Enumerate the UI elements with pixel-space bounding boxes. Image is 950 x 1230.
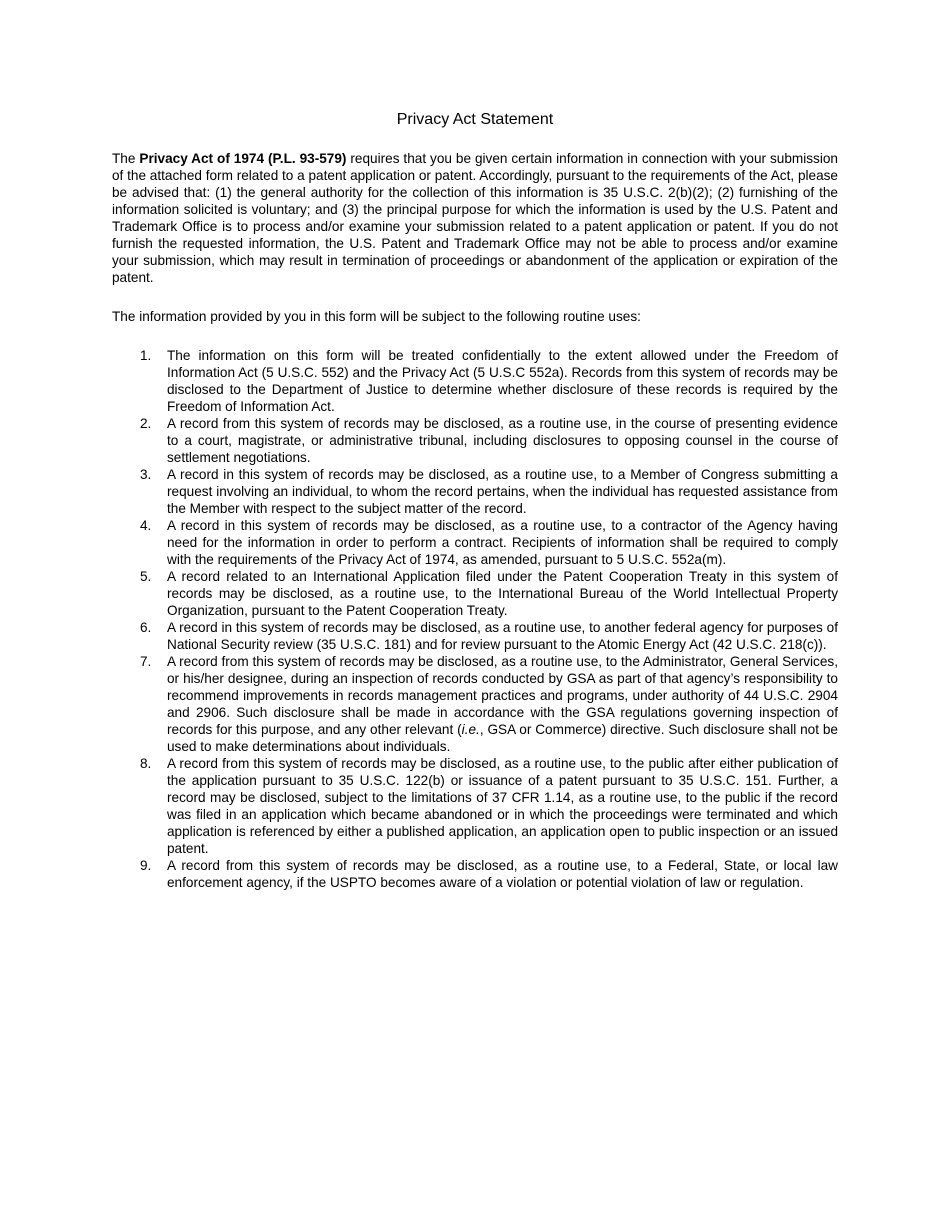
routine-use-9 [112, 857, 838, 891]
routine-use-7 [112, 653, 838, 755]
routine-use-text: A record from this system of records may be disclosed, as a routine use, in the course of presenting evidence to a court, magistrate, or administrative tribunal, including disclosures to opposing counsel in the course of settlement negotiations. [167, 416, 838, 465]
intro-paragraph [112, 150, 838, 286]
intro-prefix: The [112, 151, 140, 166]
document-title: Privacy Act Statement [396, 111, 554, 128]
routine-use-text: A record in this system of records may be disclosed, as a routine use, to another federal agency for purposes of National Security review (35 U.S.C. 181) and for review pursuant to the Atomic Energy Act (42 U.S.C. 218(c)). [167, 620, 838, 652]
routine-use-2 [112, 415, 838, 466]
routine-use-text: A record in this system of records may be disclosed, as a routine use, to a Member of Congress submitting a request involving an individual, to whom the record pertains, when the individual has requested assistance from the Member with respect to the subject matter of the record. [167, 467, 838, 516]
act-name: Privacy Act of 1974 (P.L. 93-579) [139, 151, 347, 166]
routine-use-number: 2. [140, 416, 152, 431]
routine-use-number: 9. [140, 858, 152, 873]
routine-use-number: 5. [140, 569, 152, 584]
routine-use-3 [112, 466, 838, 517]
routine-use-number: 4. [140, 518, 152, 533]
routine-use-text: A record related to an International Application filed under the Patent Cooperation Treaty in this system of records may be disclosed, as a routine use, to the International Bureau of the World Intellectual Property Organization, pursuant to the Patent Cooperation Treaty. [167, 569, 838, 618]
intro-body: requires that you be given certain information in connection with your submission of the attached form related to a patent application or patent. Accordingly, pursuant to the requirements of the Act, please be advised that: (1) the general authority for the collection of this information is 35 U.S.C. 2(b)(2); (2) furnishing of the information solicited is voluntary; and (3) the principal purpose for which the information is used by the U.S. Patent and Trademark Office is to process and/or examine your submission related to a patent application or patent. If you do not furnish the requested information, the U.S. Patent and Trademark Office may not be able to process and/or examine your submission, which may result in termination of proceedings or abandonment of the application or expiration of the patent. [112, 151, 838, 285]
routine-use-number: 6. [140, 620, 152, 635]
routine-use-text: A record from this system of records may be disclosed, as a routine use, to the public after either publication of the application pursuant to 35 U.S.C. 122(b) or issuance of a patent pursuant to 35 U.S.C. 151. Further, a record may be disclosed, subject to the limitations of 37 CFR 1.14, as a routine use, to the public if the record was filed in an application which became abandoned or in which the proceedings were terminated and which application is referenced by either a published application, an application open to public inspection or an issued patent. [167, 756, 838, 856]
routine-use-number: 7. [140, 654, 152, 669]
routine-use-4 [112, 517, 838, 568]
routine-use-6 [112, 619, 838, 653]
routine-use-text: A record from this system of records may be disclosed, as a routine use, to a Federal, State, or local law enforcement agency, if the USPTO becomes aware of a violation or potential violation of law or regulation. [167, 858, 838, 890]
routine-use-text-part: , GSA or Commerce) directive. Such disclosure shall not be used to make determinations about individuals. [167, 722, 838, 754]
routine-uses-intro: The information provided by you in this form will be subject to the following routine uses: [112, 309, 641, 324]
routine-use-1 [112, 347, 838, 415]
routine-use-text [167, 653, 838, 755]
routine-use-text-part: A record from this system of records may be disclosed, as a routine use, to the Administrator, General Services, or his/her designee, during an inspection of records conducted by GSA as part of that agency’s responsibility to recommend improvements in records management practices and programs, under authority of 44 U.S.C. 2904 and 2906. Such disclosure shall be made in accordance with the GSA regulations governing inspection of records for this purpose, and any other relevant ( [167, 654, 838, 737]
routine-use-italic: i.e. [461, 722, 480, 737]
routine-use-number: 3. [140, 467, 152, 482]
routine-use-5 [112, 568, 838, 619]
routine-use-number: 8. [140, 756, 152, 771]
routine-use-number: 1. [140, 348, 152, 363]
routine-use-text: The information on this form will be treated confidentially to the extent allowed under the Freedom of Information Act (5 U.S.C. 552) and the Privacy Act (5 U.S.C 552a). Records from this system of records may be disclosed to the Department of Justice to determine whether disclosure of these records is required by the Freedom of Information Act. [167, 348, 838, 414]
routine-use-text: A record in this system of records may be disclosed, as a routine use, to a contractor of the Agency having need for the information in order to perform a contract. Recipients of information shall be required to comply with the requirements of the Privacy Act of 1974, as amended, pursuant to 5 U.S.C. 552a(m). [167, 518, 838, 567]
routine-use-8 [112, 755, 838, 857]
routine-uses-list [112, 347, 838, 891]
